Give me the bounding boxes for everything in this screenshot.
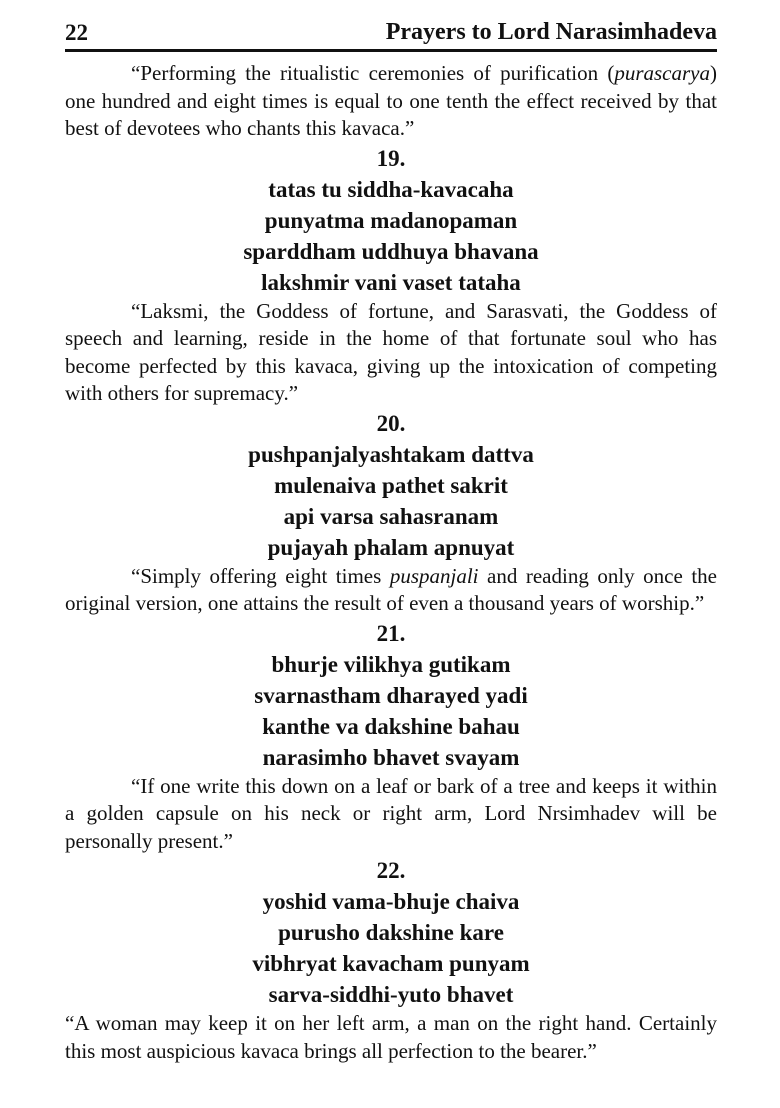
paragraph-text: “If one write this down on a leaf or bark of a tree and keeps it within a golden capsule on his neck or right arm, Lord Nrsimhadev will be personally present.” xyxy=(65,773,717,853)
verse-number: 22. xyxy=(376,858,406,883)
verse-line: kanthe va dakshine bahau xyxy=(262,713,520,739)
verse-line: svarnastham dharayed yadi xyxy=(254,682,528,708)
translation-paragraph xyxy=(65,563,717,618)
verse-line: pujayah phalam apnuyat xyxy=(267,534,515,560)
verse-number: 19. xyxy=(376,145,406,171)
translation-paragraph xyxy=(65,60,717,143)
translation-paragraph xyxy=(65,298,717,408)
italic-term: purascarya xyxy=(614,61,710,85)
paragraph-text: and reading only once the original version, one attains the result of even a thousand years of worship.” xyxy=(65,563,717,615)
page-content xyxy=(65,60,717,1065)
paragraph-text: “Simply offering eight times xyxy=(131,563,390,588)
verse-line: yoshid vama-bhuje chaiva xyxy=(262,889,520,914)
paragraph-text: ) one hundred and eight times is equal to one tenth the effect received by that best of devotees who chants this kavaca.” xyxy=(65,61,717,140)
verse-line: lakshmir vani vaset tataha xyxy=(261,269,521,295)
header-rule xyxy=(65,49,717,52)
page-number: 22 xyxy=(65,20,88,45)
verse-line: bhurje vilikhya gutikam xyxy=(271,651,511,677)
running-header xyxy=(65,0,717,46)
running-title: Prayers to Lord Narasimhadeva xyxy=(385,19,717,45)
verse-line: pushpanjalyashtakam dattva xyxy=(248,441,534,467)
verse-number: 21. xyxy=(376,620,406,646)
translation-paragraph xyxy=(65,1010,717,1065)
verse-line: api varsa sahasranam xyxy=(283,503,499,529)
verse-line: purusho dakshine kare xyxy=(278,920,504,945)
verse-line: punyatma madanopaman xyxy=(264,207,518,233)
verse-line: narasimho bhavet svayam xyxy=(262,744,520,770)
verse-line: mulenaiva pathet sakrit xyxy=(274,472,508,498)
paragraph-text: “Performing the ritualistic ceremonies of purification ( xyxy=(131,61,615,85)
italic-term: puspanjali xyxy=(389,563,479,588)
translation-paragraph xyxy=(65,773,717,856)
book-page xyxy=(65,0,717,1065)
paragraph-text: “A woman may keep it on her left arm, a man on the right hand. Certainly this most auspicious kavaca brings all perfection to the bearer.” xyxy=(65,1011,717,1063)
verse-number: 20. xyxy=(376,410,406,436)
verse-line: sarva-siddhi-yuto bhavet xyxy=(268,982,514,1007)
verse-line: vibhryat kavacham punyam xyxy=(252,951,530,976)
paragraph-text: “Laksmi, the Goddess of fortune, and Sarasvati, the Goddess of speech and learning, reside in the home of that fortunate soul who has become perfected by this kavaca, giving up the intoxication of competing with others for supremacy.” xyxy=(65,298,717,405)
verse-line: sparddham uddhuya bhavana xyxy=(243,238,539,264)
verse-line: tatas tu siddha-kavacaha xyxy=(268,176,514,202)
